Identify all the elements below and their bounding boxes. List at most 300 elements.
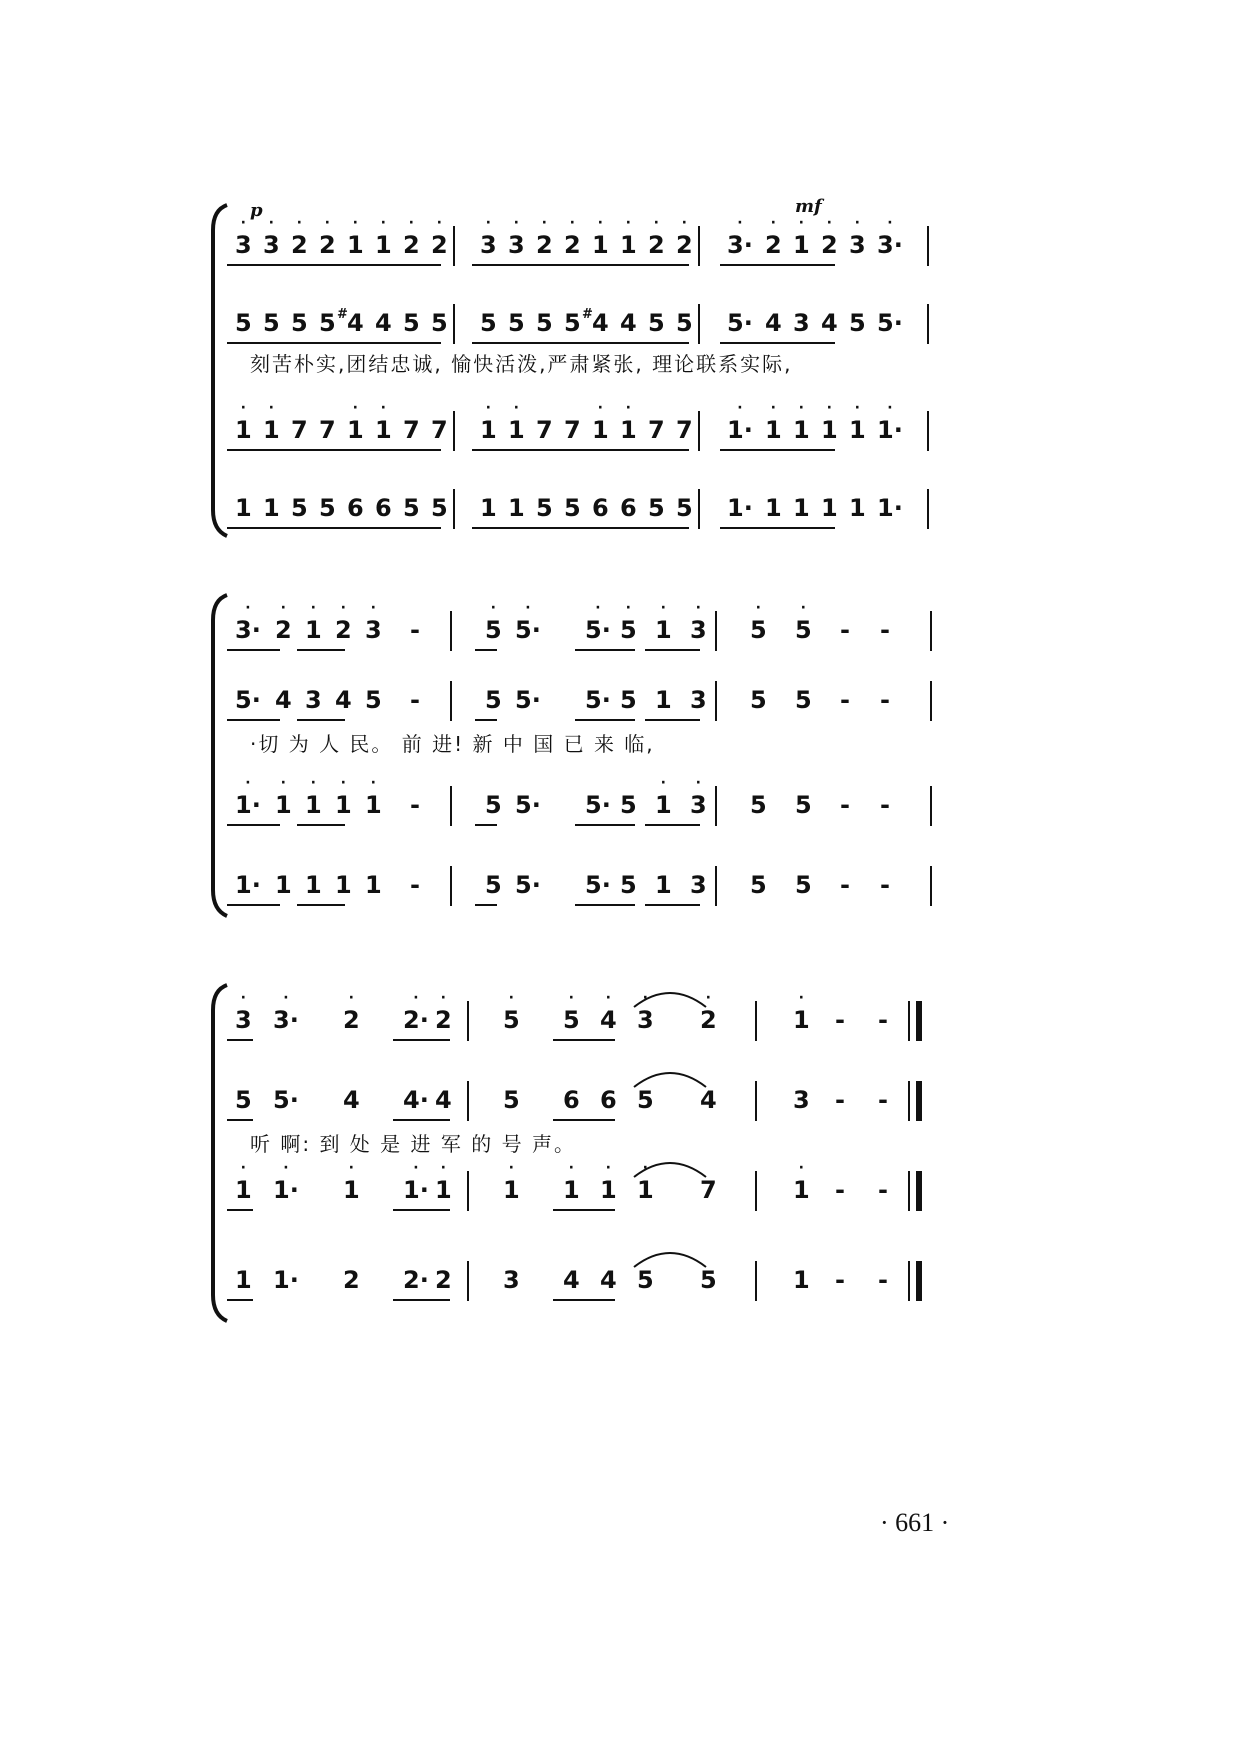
barline [450,786,452,826]
note: 2 · [700,990,717,1034]
beam-underline [227,527,441,529]
note: 5 [291,494,308,522]
tie-slur [630,1245,710,1269]
dash-extension: - [410,686,420,714]
beam-underline [393,1299,450,1301]
note: 1 · [305,775,322,819]
note: 1 · [235,1160,252,1204]
note: 1 [765,494,782,522]
beam-underline [227,719,280,721]
voice-bass [205,870,1055,910]
note: 2 · [343,990,360,1034]
note: 5 · [485,600,502,644]
note: 3 [305,686,322,714]
score-system-3 [205,980,1055,1325]
note: 2 · [676,215,693,259]
beam-underline [393,1209,450,1211]
note: 3 · [263,215,280,259]
barline [908,1171,910,1211]
note: 5 · [750,600,767,644]
beam-underline [227,1209,253,1211]
note: 2 · [431,215,448,259]
note: 5 [795,791,812,819]
voice-tenor [205,1160,1055,1215]
final-barline [916,1081,922,1121]
note: 2 · [765,215,782,259]
note: 1 [335,871,352,899]
dash-extension: - [878,1266,888,1294]
note: 6 [347,494,364,522]
note: 6 [600,1086,617,1114]
beam-underline [553,1299,615,1301]
voice-bass [205,1265,1055,1305]
voice-tenor [205,400,1055,455]
barline [450,611,452,651]
beam-underline [227,649,280,651]
note: 1· [727,494,753,522]
note: 5 [620,686,637,714]
note: 1 [655,871,672,899]
note: 5 [485,871,502,899]
note: 2 · [536,215,553,259]
note: 1 · [655,775,672,819]
note: 5 [319,494,336,522]
note: 1 · [620,400,637,444]
beam-underline [575,719,635,721]
page-number: · 661 · [880,1508,950,1537]
beam-underline [645,824,700,826]
barline [453,304,455,344]
note: 1 · [655,600,672,644]
beam-underline [297,719,345,721]
note: 2 · [403,215,420,259]
note: 3 [503,1266,520,1294]
note: 2 · [435,990,452,1034]
dash-extension: - [880,686,890,714]
dynamic-p: p [250,200,263,221]
dash-extension: - [880,616,890,644]
note: 5 [750,791,767,819]
dash-extension: - [878,1086,888,1114]
score-system-2 [205,590,1055,920]
barline [755,1261,757,1301]
note: 1· · [403,1160,429,1204]
note: 4 [821,309,838,337]
note: 6 [375,494,392,522]
note: 3 [793,1086,810,1114]
note: 1 · [347,400,364,444]
voice-tenor [205,775,1055,830]
note: 5 [564,494,581,522]
note: 1 · [335,775,352,819]
note: 5· [877,309,903,337]
note: 7 [564,416,581,444]
barline [715,611,717,651]
final-barline [916,1171,922,1211]
beam-underline [227,824,280,826]
note: 7 [403,416,420,444]
note: 1 [263,494,280,522]
note: 4 # [582,307,609,337]
note: 1· · [273,1160,299,1204]
note: 5 [648,309,665,337]
beam-underline [553,1209,615,1211]
dash-extension: - [835,1266,845,1294]
note: 2 · [275,600,292,644]
voice-alto [205,308,1055,348]
note: 1 · [793,1160,810,1204]
barline [715,786,717,826]
note: 1 [275,871,292,899]
note: 5 · [620,600,637,644]
note: 1· [235,871,261,899]
note: 5· [515,871,541,899]
note: 1 · [508,400,525,444]
beam-underline [227,264,441,266]
note: 7 [648,416,665,444]
note: 5 [637,1086,654,1114]
note: 1 [793,494,810,522]
note: 6 [592,494,609,522]
barline [908,1001,910,1041]
final-barline [916,1261,922,1301]
dynamic-mf: mf [795,196,822,217]
barline [698,411,700,451]
lyrics-line-1: 刻苦朴实,团结忠诚, 愉快活泼,严肃紧张, 理论联系实际, [250,352,793,376]
dash-extension: - [410,616,420,644]
barline [453,226,455,266]
note: 4 [765,309,782,337]
voice-bass [205,493,1055,533]
note: 1 · [275,775,292,819]
note: 1· · [727,400,753,444]
beam-underline [720,449,835,451]
note: 2 · [335,600,352,644]
note: 5· · [585,600,611,644]
note: 5 [536,309,553,337]
note: 1· · [877,400,903,444]
dash-extension: - [835,1006,845,1034]
barline [930,786,932,826]
beam-underline [472,264,689,266]
dash-extension: - [840,616,850,644]
note: 5 [676,309,693,337]
barline [467,1171,469,1211]
note: 2 · [564,215,581,259]
note: 4 # [337,307,364,337]
note: 2 · [821,215,838,259]
note: 3 [793,309,810,337]
dash-extension: - [878,1006,888,1034]
beam-underline [553,1039,615,1041]
note: 1 [305,871,322,899]
note: 5· [515,686,541,714]
beam-underline [475,719,497,721]
note: 5· [585,871,611,899]
note: 1 · [600,1160,617,1204]
note: 3· · [273,990,299,1034]
beam-underline [297,904,345,906]
note: 4 [335,686,352,714]
note: 5 [795,686,812,714]
note: 5· [585,791,611,819]
voice-soprano [205,990,1055,1045]
note: 5 · [563,990,580,1034]
note: 4 [343,1086,360,1114]
note: 5 [365,686,382,714]
beam-underline [720,264,835,266]
note: 2 · [291,215,308,259]
note: 7 [431,416,448,444]
note: 1· [273,1266,299,1294]
note: 3 · [637,990,654,1034]
note: 5 [849,309,866,337]
note: 2 · [648,215,665,259]
note: 3 · [690,600,707,644]
note: 5 [503,1086,520,1114]
voice-soprano [205,600,1055,655]
barline [698,226,700,266]
barline [715,866,717,906]
barline [755,1171,757,1211]
barline [453,411,455,451]
beam-underline [645,719,700,721]
lyrics-line-2: ·切 为 人 民。 前 进! 新 中 国 已 来 临, [250,732,655,756]
note: 3· · [877,215,903,259]
note: 3 · [508,215,525,259]
note: 3 · [690,775,707,819]
note: 5 [536,494,553,522]
note: 4 [600,1266,617,1294]
beam-underline [297,824,345,826]
note: 1 [235,1266,252,1294]
tie-slur [630,985,710,1009]
note: 1 · [765,400,782,444]
note: 1 · [435,1160,452,1204]
note: 5 [485,686,502,714]
note: 1 · [592,400,609,444]
barline [715,681,717,721]
beam-underline [472,449,689,451]
note: 2· · [403,990,429,1034]
barline [930,866,932,906]
note: 5· · [515,600,541,644]
barline [755,1081,757,1121]
note: 5 · [503,990,520,1034]
note: 5 [403,494,420,522]
beam-underline [475,649,497,651]
note: 4 [563,1266,580,1294]
note: 1 [365,871,382,899]
beam-underline [575,904,635,906]
beam-underline [297,649,345,651]
note: 3 · [480,215,497,259]
note: 1 [235,494,252,522]
beam-underline [475,904,497,906]
note: 5 [235,1086,252,1114]
note: 5 [620,791,637,819]
note: 5 [750,686,767,714]
beam-underline [227,449,441,451]
note: 1 · [305,600,322,644]
dash-extension: - [880,791,890,819]
beam-underline [475,824,497,826]
note: 1 · [375,400,392,444]
beam-underline [227,1119,253,1121]
barline [930,681,932,721]
note: 1 · [347,215,364,259]
barline [467,1081,469,1121]
note: 5· [235,686,261,714]
beam-underline [227,1039,253,1041]
tie-slur [630,1065,710,1089]
note: 7 [676,416,693,444]
dash-extension: - [840,871,850,899]
note: 1 · [480,400,497,444]
note: 1 [793,1266,810,1294]
note: 1 [821,494,838,522]
barline [698,304,700,344]
note: 1 · [375,215,392,259]
barline [908,1081,910,1121]
note: 1· [877,494,903,522]
dash-extension: - [840,686,850,714]
note: 1 · [793,400,810,444]
score-system-1 [205,196,1055,540]
note: 5 [700,1266,717,1294]
barline [930,611,932,651]
note: 2 [343,1266,360,1294]
note: 1 · [821,400,838,444]
note: 5 [403,309,420,337]
barline [453,489,455,529]
barline [698,489,700,529]
note: 4· [403,1086,429,1114]
note: 5 [795,871,812,899]
note: 2 · [319,215,336,259]
beam-underline [720,342,835,344]
barline [450,681,452,721]
note: 1 · [503,1160,520,1204]
tie-slur [630,1155,710,1179]
beam-underline [227,1299,253,1301]
note: 1 · [592,215,609,259]
note: 5 [750,871,767,899]
note: 1 · [235,400,252,444]
note: 1 · [620,215,637,259]
barline [755,1001,757,1041]
beam-underline [393,1039,450,1041]
lyrics-line-3: 听 啊: 到 处 是 进 军 的 号 声。 [250,1132,576,1156]
note: 3 [690,871,707,899]
barline [908,1261,910,1301]
beam-underline [393,1119,450,1121]
note: 5· [585,686,611,714]
note: 5 [637,1266,654,1294]
beam-underline [472,527,689,529]
note: 5 · [795,600,812,644]
note: 3 · [849,215,866,259]
note: 5 [291,309,308,337]
note: 6 [563,1086,580,1114]
dash-extension: - [878,1176,888,1204]
note: 7 [700,1176,717,1204]
note: 1 · [263,400,280,444]
note: 1 [508,494,525,522]
note: 5 [676,494,693,522]
barline [450,866,452,906]
beam-underline [645,649,700,651]
note: 5 [564,309,581,337]
beam-underline [575,649,635,651]
barline [927,226,929,266]
barline [467,1261,469,1301]
note: 3 · [235,215,252,259]
dash-extension: - [835,1176,845,1204]
note: 5· [515,791,541,819]
note: 1 [480,494,497,522]
note: 5 [263,309,280,337]
beam-underline [227,904,280,906]
note: 1 · [365,775,382,819]
note: 1 · [793,215,810,259]
note: 3 [690,686,707,714]
note: 4 [435,1086,452,1114]
note: 3 · [235,990,252,1034]
voice-alto [205,685,1055,725]
barline [927,489,929,529]
note: 3· · [235,600,261,644]
note: 5 [508,309,525,337]
voice-alto [205,1085,1055,1125]
note: 5 [319,309,336,337]
dash-extension: - [410,791,420,819]
voice-soprano [205,215,1055,270]
note: 5 [485,791,502,819]
note: 4 [375,309,392,337]
note: 4 [275,686,292,714]
note: 4 [700,1086,717,1114]
note: 4 [620,309,637,337]
note: 2 [435,1266,452,1294]
beam-underline [472,342,689,344]
note: 5 [648,494,665,522]
note: 1· · [235,775,261,819]
beam-underline [645,904,700,906]
note: 4 · [600,990,617,1034]
note: 7 [291,416,308,444]
note: 5 [431,494,448,522]
beam-underline [575,824,635,826]
note: 2· [403,1266,429,1294]
note: 1 · [343,1160,360,1204]
beam-underline [553,1119,615,1121]
note: 1 · [849,400,866,444]
dash-extension: - [880,871,890,899]
dash-extension: - [840,791,850,819]
note: 5 [480,309,497,337]
beam-underline [227,342,441,344]
barline [927,304,929,344]
note: 3· · [727,215,753,259]
note: 5· [727,309,753,337]
note: 7 [536,416,553,444]
final-barline [916,1001,922,1041]
note: 1 [849,494,866,522]
dash-extension: - [835,1086,845,1114]
barline [467,1001,469,1041]
note: 1 [655,686,672,714]
